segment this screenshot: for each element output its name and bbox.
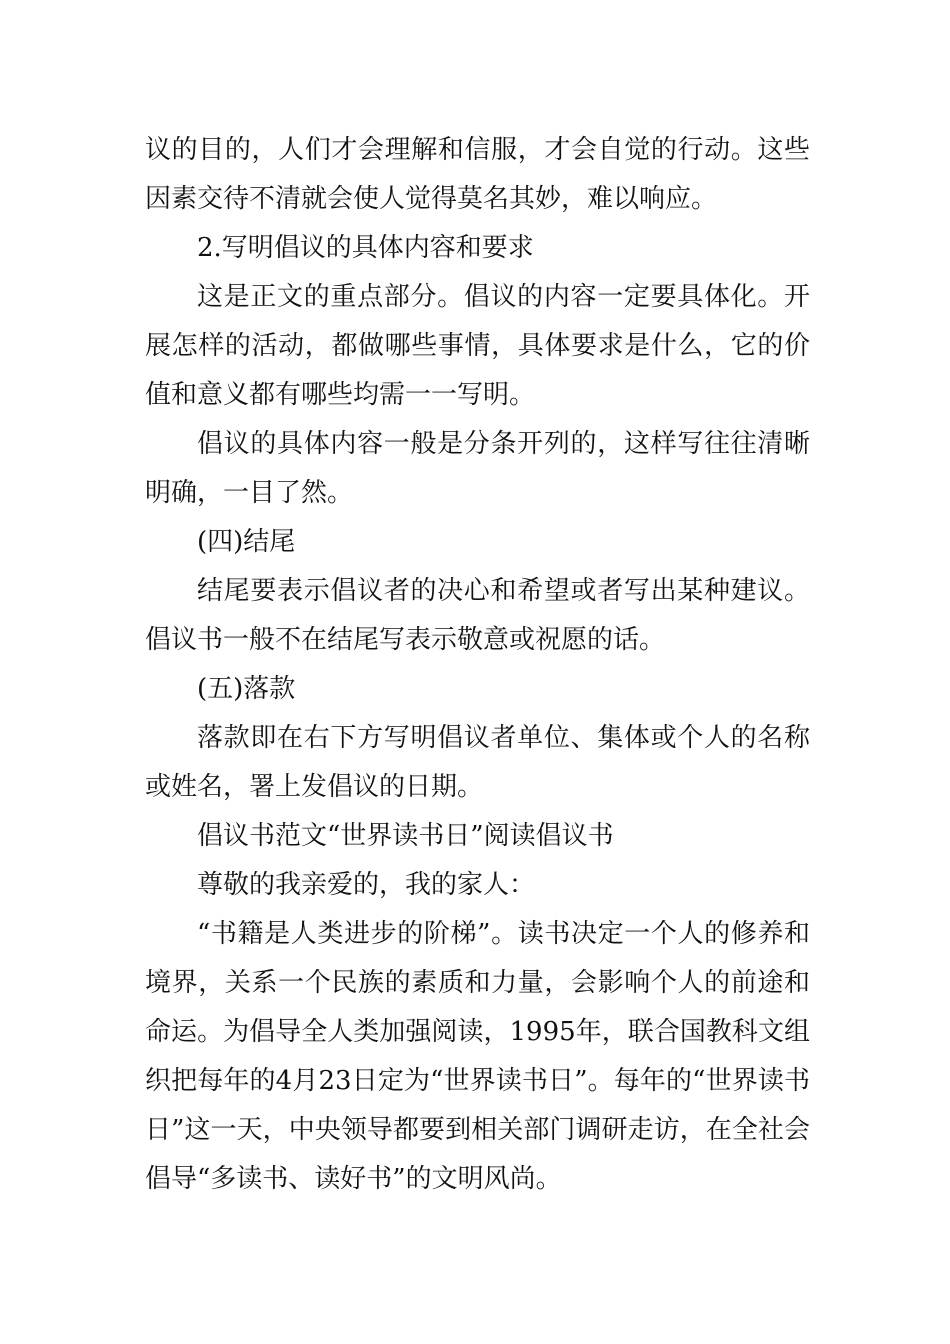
- document-body: [145, 126, 810, 1204]
- section-heading: (五)落款: [197, 674, 296, 704]
- paragraph: 落款即在右下方写明倡议者单位、集体或个人的名称或姓名，署上发倡议的日期。: [145, 723, 810, 802]
- section-heading: 2.写明倡议的具体内容和要求: [197, 233, 534, 263]
- sample-title: 倡议书范文“世界读书日”阅读倡议书: [197, 821, 614, 851]
- paragraph: 议的目的，人们才会理解和信服，才会自觉的行动。这些因素交待不清就会使人觉得莫名其妙，难以响应。: [145, 135, 810, 214]
- paragraph: 结尾要表示倡议者的决心和希望或者写出某种建议。倡议书一般不在结尾写表示敬意或祝愿的话。: [145, 576, 810, 655]
- section-heading: (四)结尾: [197, 527, 296, 557]
- paragraph: “书籍是人类进步的阶梯”。读书决定一个人的修养和境界，关系一个民族的素质和力量，会影响个人的前途和命运。为倡导全人类加强阅读，1995年，联合国教科文组织把每年的4月23日定为“世界读书日”。每年的“世界读书日”这一天，中央领导都要到相关部门调研走访，在全社会倡导“多读书、读好书”的文明风尚。: [145, 919, 810, 1194]
- salutation: 尊敬的我亲爱的，我的家人：: [197, 870, 536, 900]
- paragraph: 倡议的具体内容一般是分条开列的，这样写往往清晰明确，一目了然。: [145, 429, 810, 508]
- paragraph: 这是正文的重点部分。倡议的内容一定要具体化。开展怎样的活动，都做哪些事情，具体要求是什么，它的价值和意义都有哪些均需一一写明。: [145, 282, 810, 410]
